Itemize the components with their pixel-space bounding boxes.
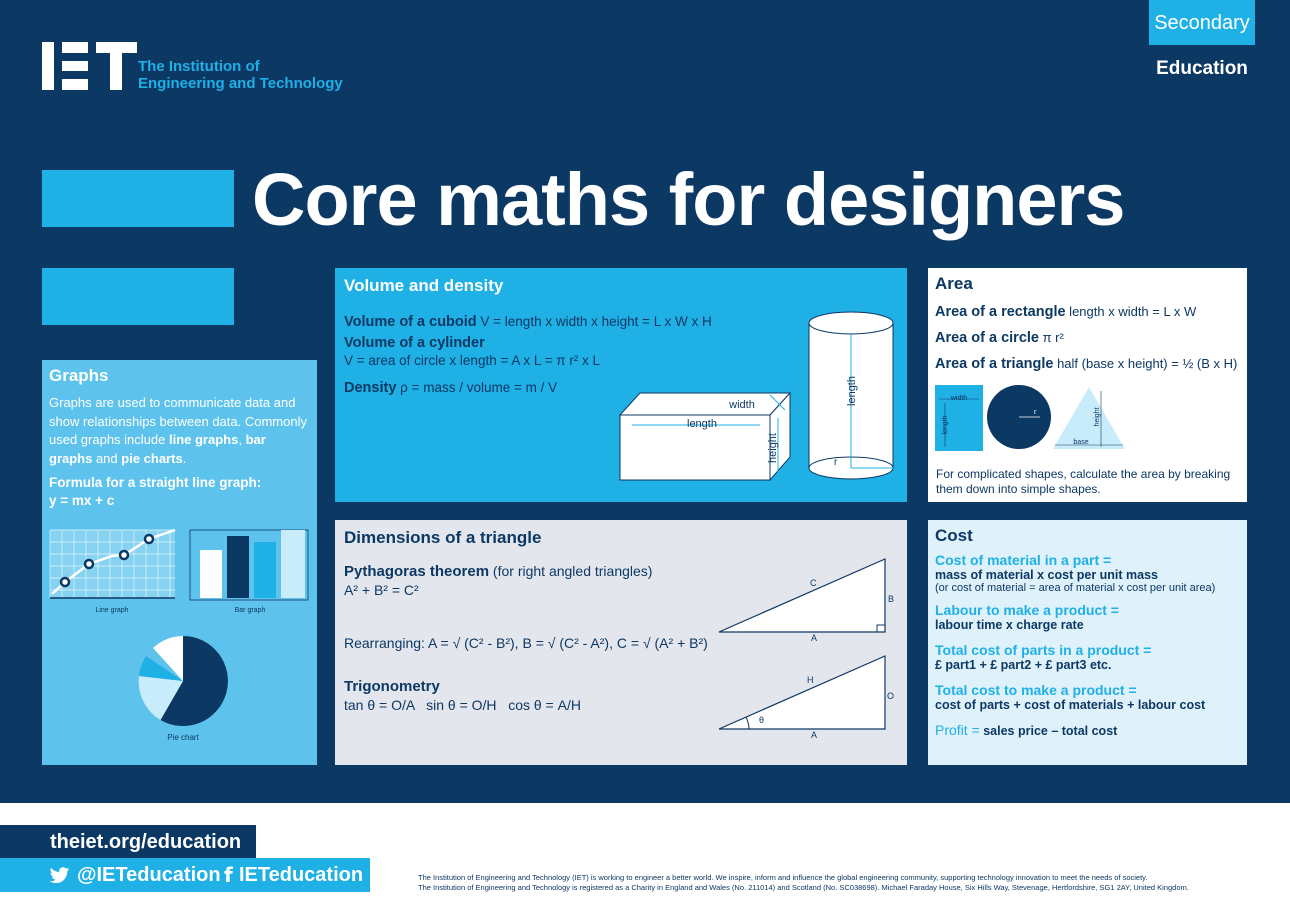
rearranging-formula: Rearranging: A = √ (C² - B²), B = √ (C² - A²), C = √ (A² + B²) bbox=[344, 635, 708, 651]
graphs-intro-bar: bar graphs bbox=[49, 432, 266, 466]
cuboid-width-label: width bbox=[729, 399, 755, 411]
rectangle-formula-text: length x width = L x W bbox=[1065, 304, 1197, 319]
circle-formula-text: π r² bbox=[1038, 330, 1064, 345]
graphs-heading: Graphs bbox=[49, 366, 109, 385]
area-diagrams bbox=[930, 383, 1240, 453]
triangle-area-label: Area of a triangle bbox=[935, 356, 1054, 372]
pie-chart-icon bbox=[139, 636, 228, 742]
pythagoras-label: Pythagoras theorem bbox=[344, 563, 490, 580]
rect-length-label: length bbox=[942, 415, 949, 435]
trigonometry-formula: tan θ = O/A sin θ = O/H cos θ = A/H bbox=[344, 697, 581, 713]
institution-name-line2: Engineering and Technology bbox=[138, 75, 343, 92]
profit-label: Profit = bbox=[935, 722, 980, 738]
line-graph-caption: Line graph bbox=[95, 607, 129, 614]
facebook-f-icon: f bbox=[224, 863, 233, 887]
facebook-link[interactable]: IETeducation bbox=[239, 864, 364, 886]
t2-opposite-label: O bbox=[887, 691, 895, 701]
cuboid-formula-text: V = length x width x height = L x W x H bbox=[476, 314, 712, 329]
graphs-intro-pie: pie charts bbox=[121, 450, 183, 466]
right-triangle-trigonometry bbox=[719, 656, 885, 729]
triangle-heading: Dimensions of a triangle bbox=[344, 528, 542, 547]
cuboid-diagram bbox=[620, 393, 790, 480]
area-note: For complicated shapes, calculate the area by breaking them down into simple shapes. bbox=[936, 467, 1231, 496]
website-link[interactable]: theiet.org/education bbox=[0, 825, 256, 858]
t1-side-a-label: A bbox=[811, 633, 818, 643]
rect-width-label: width bbox=[950, 395, 968, 402]
total-cost-heading: Total cost to make a product = bbox=[935, 682, 1137, 698]
trigonometry-label: Trigonometry bbox=[344, 678, 440, 695]
bar-graph-icon bbox=[190, 530, 308, 614]
graphs-illustration bbox=[42, 520, 317, 765]
graphs-intro-text: Graphs are used to communicate data and show relationships between data. Commonly used graphs include bbox=[49, 395, 307, 447]
cuboid-length-label: length bbox=[687, 418, 717, 430]
page-title: Core maths for designers bbox=[252, 158, 1125, 241]
legal-text-line1: The Institution of Engineering and Technology (IET) is working to engineer a better world. We inspire, inform and influence the global engineering community, supporting technology innovation to meet the needs of society. bbox=[418, 873, 1148, 882]
education-tag: Education bbox=[1156, 58, 1248, 79]
triangle-area-formula bbox=[935, 356, 1240, 372]
total-cost-formula: cost of parts + cost of materials + labour cost bbox=[935, 698, 1206, 712]
title-accent-bar bbox=[42, 170, 234, 227]
legal-text bbox=[418, 873, 1278, 892]
triangle-diagrams bbox=[715, 555, 900, 745]
parts-cost-formula: £ part1 + £ part2 + £ part3 etc. bbox=[935, 658, 1112, 672]
triangle-base-label: base bbox=[1073, 439, 1089, 446]
iet-logo bbox=[42, 42, 137, 90]
graphs-intro-line: line graphs bbox=[168, 432, 239, 447]
graphs-intro-and: and bbox=[92, 450, 122, 466]
bar-graph-caption: Bar graph bbox=[234, 607, 266, 614]
circle-label: Area of a circle bbox=[935, 330, 1039, 346]
t2-adjacent-label: A bbox=[811, 730, 818, 740]
cost-material-alt: (or cost of material = area of material x cost per unit area) bbox=[935, 582, 1216, 594]
cuboid-height-label: height bbox=[767, 433, 779, 463]
volume-diagrams bbox=[610, 305, 900, 495]
cost-material-formula: mass of material x cost per unit mass bbox=[935, 568, 1159, 582]
labour-formula: labour time x charge rate bbox=[935, 618, 1084, 632]
volume-heading: Volume and density bbox=[344, 276, 504, 295]
twitter-link[interactable]: @IETeducation bbox=[77, 864, 221, 886]
cost-material-heading: Cost of material in a part = bbox=[935, 552, 1112, 568]
secondary-tag: Secondary bbox=[1149, 0, 1255, 45]
triangle-height-label: height bbox=[1094, 407, 1101, 427]
cylinder-radius-label: r bbox=[834, 457, 838, 468]
t2-hypotenuse-label: H bbox=[807, 675, 814, 685]
pie-chart-caption: Pie chart bbox=[167, 733, 199, 742]
cylinder-formula: V = area of circle x length = A x L = π r² x L bbox=[344, 353, 601, 368]
cost-panel bbox=[928, 520, 1247, 765]
circle-radius-label: r bbox=[1034, 409, 1037, 416]
cuboid-label: Volume of a cuboid bbox=[344, 314, 477, 330]
graphs-intro bbox=[49, 394, 310, 468]
line-graph-icon bbox=[50, 530, 175, 614]
formula-value: y = mx + c bbox=[49, 493, 115, 508]
formula-label: Formula for a straight line graph: bbox=[49, 475, 262, 490]
area-heading: Area bbox=[935, 274, 973, 293]
t1-side-b-label: B bbox=[888, 594, 895, 604]
triangle-shape bbox=[1053, 387, 1125, 449]
cylinder-label: Volume of a cylinder bbox=[344, 335, 485, 351]
labour-heading: Labour to make a product = bbox=[935, 602, 1119, 618]
pythagoras-note: (for right angled triangles) bbox=[489, 563, 653, 579]
profit-formula: sales price – total cost bbox=[979, 724, 1118, 738]
graphs-intro-sep: , bbox=[238, 432, 246, 447]
cylinder-length-label: length bbox=[846, 376, 858, 406]
social-links bbox=[0, 858, 370, 892]
density-label: Density bbox=[344, 380, 397, 396]
rectangle-label: Area of a rectangle bbox=[935, 304, 1066, 320]
pythagoras-formula: A² + B² = C² bbox=[344, 582, 419, 598]
twitter-bird-icon bbox=[50, 867, 70, 883]
t1-hypotenuse-label: C bbox=[810, 578, 817, 588]
t2-angle-label: θ bbox=[759, 715, 765, 725]
right-triangle-pythagoras bbox=[719, 559, 885, 632]
density-formula-text: ρ = mass / volume = m / V bbox=[396, 380, 558, 395]
triangle-area-formula-text: half (base x height) = ½ (B x H) bbox=[1053, 356, 1238, 371]
graphs-formula bbox=[49, 474, 310, 510]
legal-text-line2: The Institution of Engineering and Technology is registered as a Charity in England and Wales (No. 211014) and Scotland (No. SC038698). Michael Faraday House, Six Hills Way, Stevenage, Hertfordshire, SG1 2AY, United Kingdom. bbox=[418, 882, 1189, 892]
profit-row bbox=[935, 722, 1240, 740]
rectangle-formula bbox=[935, 304, 1240, 320]
parts-cost-heading: Total cost of parts in a product = bbox=[935, 642, 1152, 658]
cost-heading: Cost bbox=[935, 526, 973, 545]
institution-name-line1: The Institution of bbox=[138, 58, 260, 75]
institution-name bbox=[138, 58, 343, 92]
circle-formula bbox=[935, 330, 1240, 346]
accent-block bbox=[42, 268, 234, 325]
graphs-intro-end: . bbox=[182, 450, 187, 466]
